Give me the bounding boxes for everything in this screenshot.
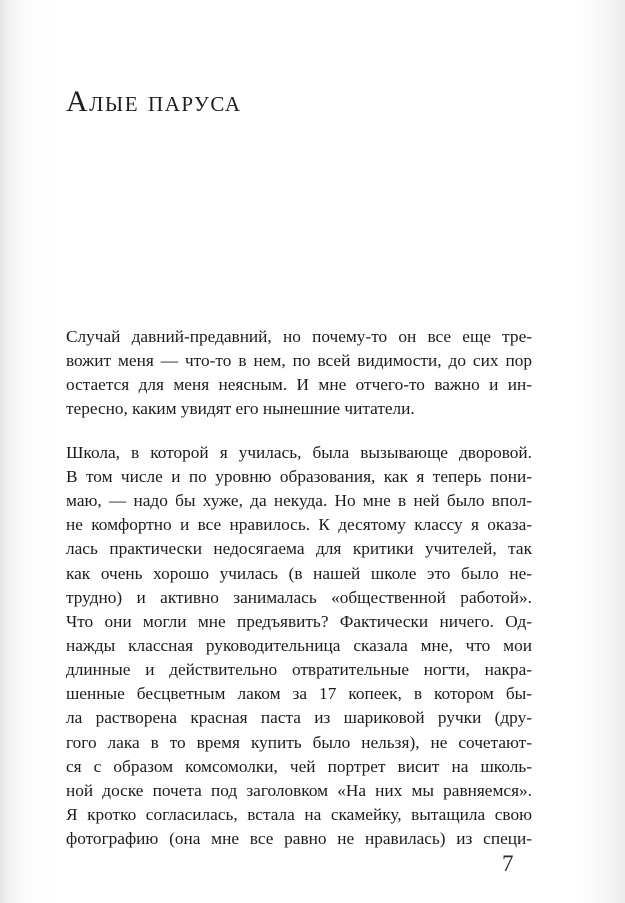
text-line: остается для меня неясным. И мне отчего-то важно и ин- [66, 375, 532, 395]
text-line: Случай давний-предавний, но почему-то он все еще тре- [66, 327, 532, 346]
text-line: гого лака в то время купить было нельзя), не сочетают- [66, 732, 532, 752]
text-line: как очень хорошо училась (в нашей школе это было не- [66, 563, 532, 583]
text-line: В том числе и по уровню образования, как я теперь пони- [66, 467, 532, 486]
text-line: тересно, каким увидят его нынешние читатели. [66, 399, 415, 419]
paragraph [66, 325, 532, 422]
text-line: трудно) и активно занималась «общественной работой». [66, 587, 532, 607]
body-text [66, 325, 532, 871]
text-line: маю, — надо бы хуже, да некуда. Но мне в ней было впол- [66, 491, 532, 511]
text-line: Что они могли мне предъявить? Фактически ничего. Од- [66, 611, 532, 631]
text-line: длинные и действительно отвратительные ногти, накра- [66, 660, 532, 680]
text-line: нажды классная руководительница сказала мне, что мои [66, 635, 532, 655]
text-line: вожит меня — что-то в нем, по всей видимости, до сих пор [66, 351, 532, 371]
text-line: ся с образом комсомолки, чей портрет висит на школь- [66, 756, 532, 776]
paragraph [66, 441, 532, 851]
chapter-title: Алые паруса [66, 85, 242, 118]
text-line: не комфортно и все нравилось. К десятому классу я оказа- [66, 515, 532, 535]
text-line: шенные бесцветным лаком за 17 копеек, в котором бы- [66, 684, 532, 704]
text-line: ла растворена красная паста из шариковой ручки (дру- [66, 708, 532, 728]
page-number: 7 [502, 851, 514, 876]
text-line: лась практически недосягаема для критики учителей, так [66, 539, 532, 559]
text-line: Я кротко согласилась, встала на скамейку, вытащила свою [66, 804, 532, 824]
text-line: ной доске почета под заголовком «На них мы равняемся». [66, 780, 532, 800]
text-line: фотографию (она мне все равно не нравилась) из специ- [66, 829, 532, 849]
text-line: Школа, в которой я училась, была вызывающе дворовой. [66, 442, 532, 462]
